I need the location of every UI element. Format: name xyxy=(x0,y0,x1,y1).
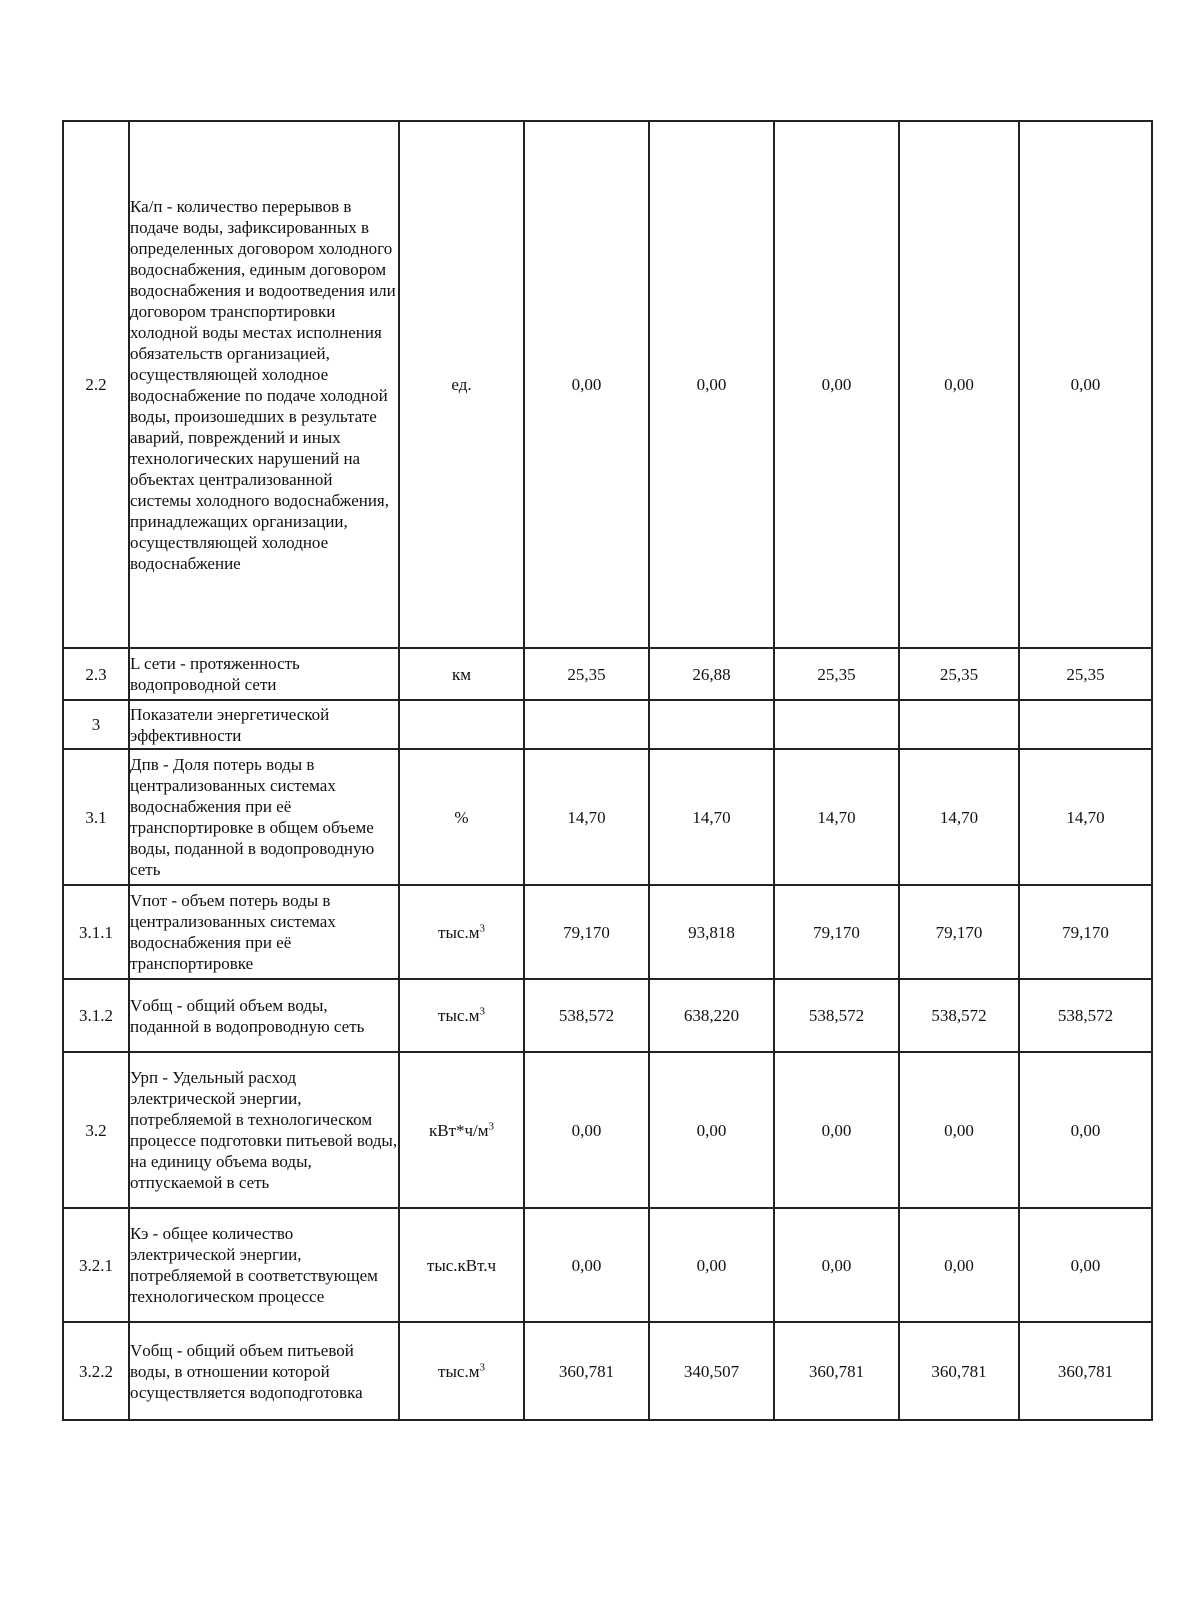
unit-cell xyxy=(399,885,524,979)
unit-text: кВт*ч/м xyxy=(428,1120,489,1140)
table-row xyxy=(63,749,1152,885)
value-cell-3: 79,170 xyxy=(774,885,899,979)
table-row xyxy=(63,979,1152,1052)
table-row xyxy=(63,1052,1152,1208)
unit-text: тыс.кВт.ч xyxy=(426,1255,497,1275)
unit-text: ед. xyxy=(451,375,472,394)
unit-text: тыс.м xyxy=(438,1006,480,1025)
value-cell-3: 360,781 xyxy=(774,1322,899,1420)
value-cell-2: 0,00 xyxy=(649,121,774,648)
value-cell-1: 14,70 xyxy=(524,749,649,885)
value-cell-3: 25,35 xyxy=(774,648,899,700)
unit-superscript: 3 xyxy=(479,921,485,934)
table-body xyxy=(63,121,1152,1420)
unit-text: % xyxy=(454,807,469,827)
unit-text: тыс.м xyxy=(438,922,480,942)
row-number: 3.2.2 xyxy=(63,1322,129,1420)
indicator-description: Vпот - объем потерь воды в централизованных системах водоснабжения при её транспортировке xyxy=(129,885,399,979)
value-cell-5: 79,170 xyxy=(1019,885,1152,979)
unit-cell xyxy=(399,121,524,648)
value-cell-3: 538,572 xyxy=(774,979,899,1052)
table-row xyxy=(63,885,1152,979)
value-cell-5: 25,35 xyxy=(1019,648,1152,700)
row-number: 3.1.1 xyxy=(63,885,129,979)
table-row xyxy=(63,121,1152,648)
table-row xyxy=(63,700,1152,749)
value-cell-2: 638,220 xyxy=(649,979,774,1052)
table-row xyxy=(63,648,1152,700)
indicator-description: Vобщ - общий объем воды, поданной в водопроводную сеть xyxy=(129,979,399,1052)
row-number: 3.1 xyxy=(63,749,129,885)
row-number: 3.1.2 xyxy=(63,979,129,1052)
value-cell-2: 340,507 xyxy=(649,1322,774,1420)
indicator-description: L сети - протяженность водопроводной сети xyxy=(129,648,399,700)
value-cell-5: 538,572 xyxy=(1019,979,1152,1052)
indicator-description: Урп - Удельный расход электрической энергии, потребляемой в технологическом процессе подготовки питьевой воды, на единицу объема воды, отпускаемой в сеть xyxy=(129,1052,399,1208)
unit-text: км xyxy=(451,664,472,684)
unit-superscript: 3 xyxy=(479,1360,485,1373)
value-cell-2: 0,00 xyxy=(649,1052,774,1208)
indicator-description: Ка/п - количество перерывов в подаче воды, зафиксированных в определенных договором холодного водоснабжения, единым договором водоснабжения и водоотведения или договором транспортировки холодной воды местах исполнения обязательств организацией, осуществляющей холодное водоснабжение по подаче холодной воды, произошедших в результате аварий, повреждений и иных технологических нарушений на объектах централизованной системы холодного водоснабжения, принадлежащих организации, осуществляющей холодное водоснабжение xyxy=(129,121,399,648)
unit-cell xyxy=(399,1208,524,1322)
row-number: 3.2.1 xyxy=(63,1208,129,1322)
value-cell-2: 14,70 xyxy=(649,749,774,885)
indicator-description: Дпв - Доля потерь воды в централизованных системах водоснабжения при её транспортировке в общем объеме воды, поданной в водопроводную сеть xyxy=(129,749,399,885)
value-cell-1 xyxy=(524,700,649,749)
unit-cell xyxy=(399,749,524,885)
value-cell-1: 0,00 xyxy=(524,1208,649,1322)
value-cell-1: 25,35 xyxy=(524,648,649,700)
value-cell-4: 360,781 xyxy=(899,1322,1019,1420)
value-cell-4: 0,00 xyxy=(899,1052,1019,1208)
value-cell-4: 79,170 xyxy=(899,885,1019,979)
value-cell-2 xyxy=(649,700,774,749)
row-number: 2.2 xyxy=(63,121,129,648)
value-cell-5: 0,00 xyxy=(1019,1208,1152,1322)
value-cell-2: 26,88 xyxy=(649,648,774,700)
value-cell-5: 0,00 xyxy=(1019,121,1152,648)
unit-superscript: 3 xyxy=(488,1119,495,1132)
unit-cell xyxy=(399,700,524,749)
unit-text: тыс.м xyxy=(438,1361,480,1381)
row-number: 2.3 xyxy=(63,648,129,700)
value-cell-1: 538,572 xyxy=(524,979,649,1052)
value-cell-3: 0,00 xyxy=(774,1208,899,1322)
indicator-description: Показатели энергетической эффективности xyxy=(129,700,399,749)
unit-superscript: 3 xyxy=(479,1005,485,1018)
value-cell-4: 0,00 xyxy=(899,121,1019,648)
value-cell-3: 0,00 xyxy=(774,1052,899,1208)
value-cell-1: 0,00 xyxy=(524,1052,649,1208)
value-cell-1: 360,781 xyxy=(524,1322,649,1420)
unit-cell xyxy=(399,979,524,1052)
value-cell-5: 0,00 xyxy=(1019,1052,1152,1208)
value-cell-2: 0,00 xyxy=(649,1208,774,1322)
unit-cell xyxy=(399,1052,524,1208)
value-cell-5 xyxy=(1019,700,1152,749)
indicator-description: Vобщ - общий объем питьевой воды, в отношении которой осуществляется водоподготовка xyxy=(129,1322,399,1420)
table-row xyxy=(63,1322,1152,1420)
value-cell-4: 538,572 xyxy=(899,979,1019,1052)
unit-cell xyxy=(399,1322,524,1420)
value-cell-4: 0,00 xyxy=(899,1208,1019,1322)
table-row xyxy=(63,1208,1152,1322)
indicator-description: Кэ - общее количество электрической энергии, потребляемой в соответствующем технологическом процессе xyxy=(129,1208,399,1322)
value-cell-1: 0,00 xyxy=(524,121,649,648)
value-cell-1: 79,170 xyxy=(524,885,649,979)
indicators-table xyxy=(62,120,1153,1421)
value-cell-4 xyxy=(899,700,1019,749)
value-cell-5: 14,70 xyxy=(1019,749,1152,885)
unit-cell xyxy=(399,648,524,700)
row-number: 3 xyxy=(63,700,129,749)
value-cell-4: 25,35 xyxy=(899,648,1019,700)
value-cell-5: 360,781 xyxy=(1019,1322,1152,1420)
value-cell-4: 14,70 xyxy=(899,749,1019,885)
value-cell-3 xyxy=(774,700,899,749)
value-cell-3: 0,00 xyxy=(774,121,899,648)
value-cell-2: 93,818 xyxy=(649,885,774,979)
row-number: 3.2 xyxy=(63,1052,129,1208)
value-cell-3: 14,70 xyxy=(774,749,899,885)
